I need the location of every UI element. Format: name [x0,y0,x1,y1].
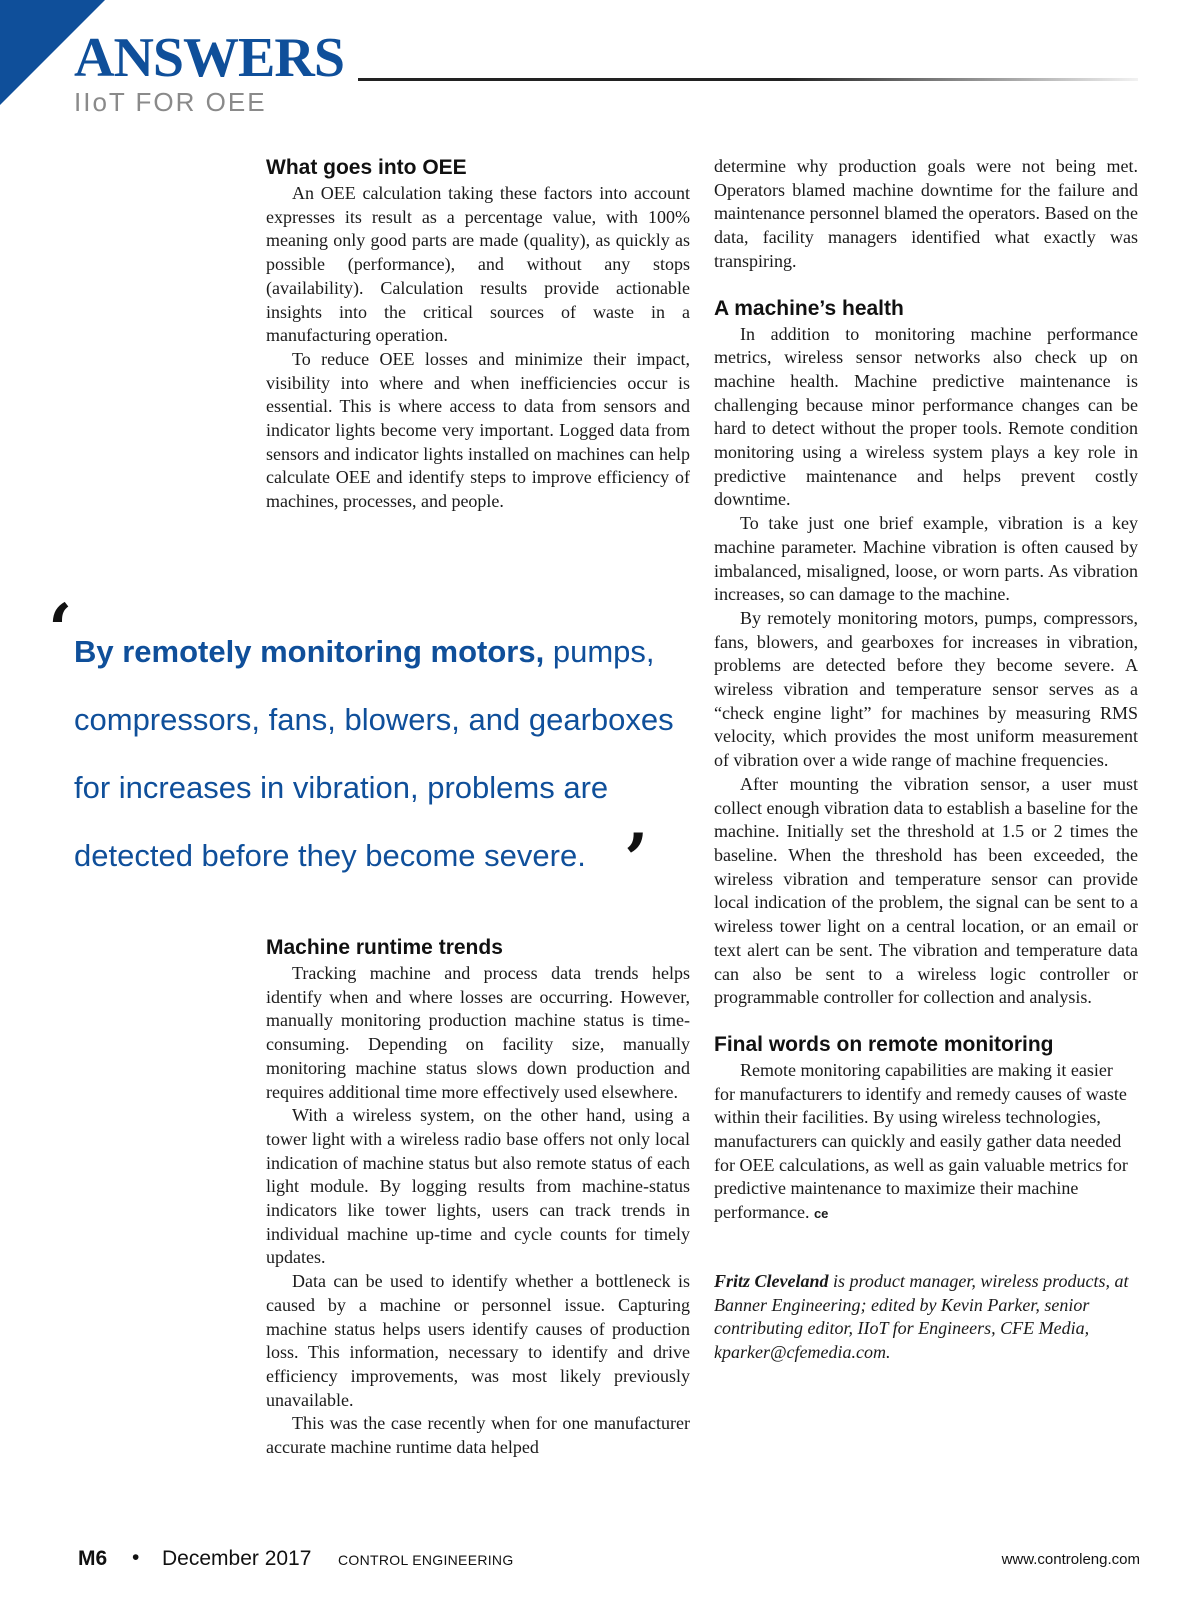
website-url: www.controleng.com [1001,1551,1140,1568]
paragraph-continuation: determine why production goals were not being met. Operators blamed machine downtime for the failure and maintenance personnel blamed the operators. Based on the data, facility managers identified what exactly was transpiring. [714,156,1138,271]
pull-quote-bold: By remotely monitoring motors, [74,634,545,669]
page-number: M6 [78,1547,108,1570]
issue-date: December 2017 [162,1547,312,1570]
open-quote-mark: ‘ [48,588,73,671]
footer-bullet: • [132,1546,140,1569]
left-column-top [266,155,690,514]
magazine-name: CONTROL ENGINEERING [338,1552,514,1568]
paragraph: To reduce OEE losses and minimize their impact, visibility into where and when inefficiencies occur is essential. This is where access to data from sensors and indicator lights become very important. Logged data from sensors and indicator lights installed on machines can help calculate OEE and identify steps to improve efficiency of machines, processes, and people. [266,348,690,512]
paragraph: With a wireless system, on the other hand, using a tower light with a wireless radio base offers not only local indication of machine status but also remote status of each light module. By logging results from machine-status indicators like tower lights, users can track trends in individual machine up-time and cycle counts for timely updates. [266,1105,690,1268]
paragraph: In addition to monitoring machine performance metrics, wireless sensor networks also check up on machine health. Machine predictive maintenance is challenging because minor performance changes can be hard to detect without the proper tools. Remote condition monitoring using a wireless system plays a key role in predictive maintenance and helps prevent costly downtime. [714,323,1138,510]
paragraph: An OEE calculation taking these factors into account expresses its result as a percentage value, with 100% meaning only good parts are made (quality), as quickly as possible (performance), and without any stops (availability). Calculation results provide actionable insights into the critical sources of waste in a manufacturing operation. [266,183,690,346]
paragraph: By remotely monitoring motors, pumps, compressors, fans, blowers, and gearboxes for increases in vibration, problems are detected before they become severe. A wireless vibration and temperature sensor serves as a “check engine light” for machines by measuring RMS velocity, which provides the most uniform measurement of vibration over a wide range of machine frequencies. [714,607,1138,771]
header-rule [358,78,1138,81]
heading-machine-health: A machine’s health [714,296,904,320]
author-name: Fritz Cleveland [714,1270,829,1291]
pull-quote [74,618,714,890]
heading-what-goes-into-oee: What goes into OEE [266,156,467,179]
section-title: ANSWERS [74,27,344,89]
paragraph: Tracking machine and process data trends helps identify when and where losses are occurring. However, manually monitoring production machine status is time-consuming. Depending on facility size, manually monitoring machine status slows down production and requires additional time more effectively used elsewhere. [266,963,690,1102]
author-bio [714,1270,1138,1365]
page-footer [78,1547,1140,1575]
author-bio-text: is product manager, wireless products, at Banner Engineering; edited by Kevin Parker, senior contributing editor, IIoT for Engineers, CFE Media, kparker@cfemedia.com. [714,1270,1129,1362]
close-quote-mark: ’ [624,818,649,901]
paragraph: To take just one brief example, vibration is a key machine parameter. Machine vibration is often caused by imbalanced, misaligned, loose, or worn parts. As vibration increases, so can damage to the machine. [714,513,1138,605]
paragraph: This was the case recently when for one manufacturer accurate machine runtime data helped [266,1413,690,1458]
end-mark-ce: ce [813,1206,829,1222]
paragraph-final [714,1059,1138,1226]
paragraph: After mounting the vibration sensor, a user must collect enough vibration data to establish a baseline for the machine. Initially set the threshold at 1.5 or 2 times the baseline. When the threshold has been exceeded, the wireless vibration and temperature sensor can provide local indication of the problem, the signal can be sent to a wireless tower light on a central location, or an email or text alert can be sent. The vibration and temperature data can also be sent to a wireless logic controller or programmable controller for collection and analysis. [714,773,1138,1008]
final-text: Remote monitoring capabilities are making it easier for manufacturers to identify and remedy causes of waste within their facilities. By using wireless technologies, manufacturers can quickly and easily gather data needed for OEE calculations, as well as gain valuable metrics for predictive maintenance to maximize their machine performance. [714,1059,1128,1223]
right-column [714,155,1138,1365]
paragraph: Data can be used to identify whether a bottleneck is caused by a machine or personnel issue. Capturing machine status helps users identify causes of production loss. This information, necessary to identify and drive efficiency improvements, was most likely previously unavailable. [266,1271,690,1410]
left-column-bottom [266,935,690,1460]
heading-final-words: Final words on remote monitoring [714,1032,1054,1056]
heading-machine-runtime-trends: Machine runtime trends [266,936,503,959]
pull-quote-text: pumps, compressors, fans, blowers, and gearboxes for increases in vibration, problems are detected before they become severe. [74,634,674,873]
section-subtitle: IIoT FOR OEE [74,87,267,117]
